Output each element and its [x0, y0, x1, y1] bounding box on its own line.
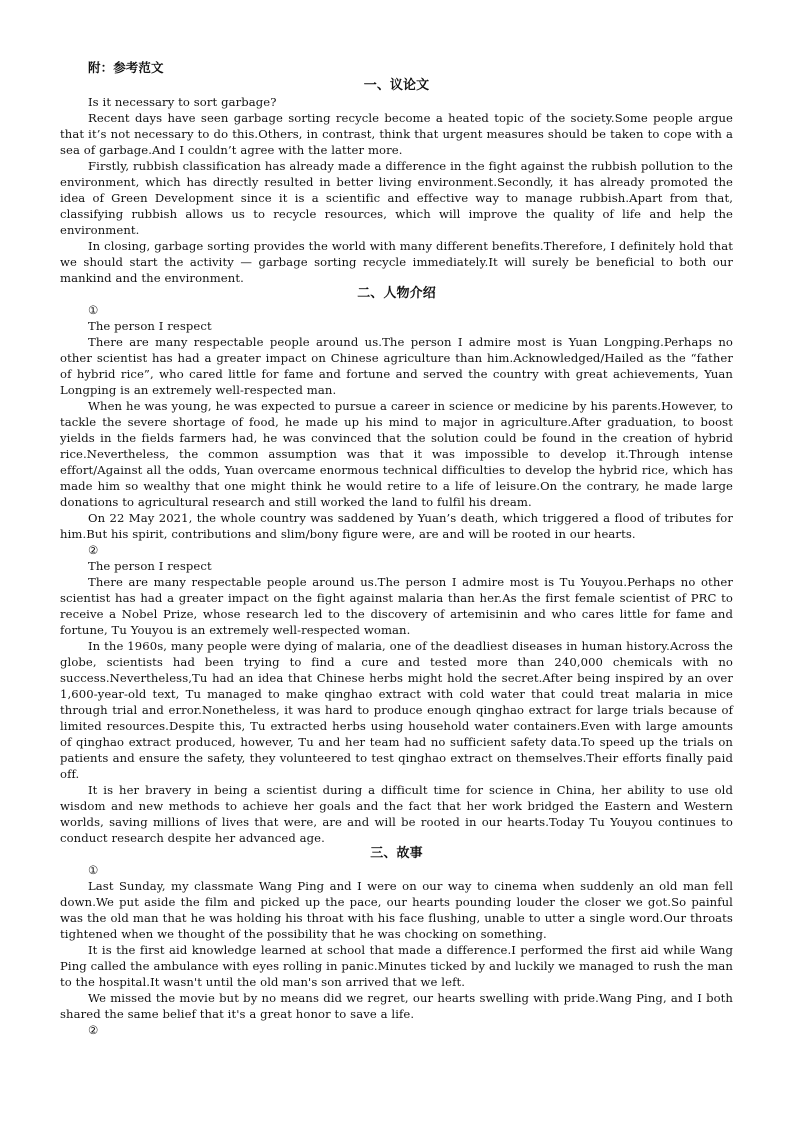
paragraph: Firstly, rubbish classification has already made a difference in the fight against the rubbish pollution to the environment, which has directly resulted in better living environment.Secondly, it has already promoted the idea of Green Development since it is a scientific and effective way to manage rubbish.Apart from that, classifying rubbish allows us to recycle resources, which will improve the quality of life and help the environment. — [60, 159, 733, 237]
paragraph: We missed the movie but by no means did we regret, our hearts swelling with pride.Wang Ping, and I both shared the same belief that it's a great honor to save a life. — [60, 991, 733, 1021]
section-heading-argumentative: 一、议论文 — [363, 78, 430, 93]
paragraph: It is the first aid knowledge learned at school that made a difference.I performed the first aid while Wang Ping called the ambulance with eyes rolling in panic.Minutes ticked by and luckily we managed to rush the man to the hospital.It wasn't until the old man's son arrived that we left. — [60, 943, 733, 989]
sample-marker: ② — [88, 543, 99, 557]
paragraph: When he was young, he was expected to pursue a career in science or medicine by his parents.However, to tackle the severe shortage of food, he made up his mind to major in agriculture.After graduation, to boost yields in the fields farmers had, he was convinced that the solution could be found in the creation of hybrid rice.Nevertheless, the common assumption was that it was impossible to develop it.Through intense effort/Against all the odds, Yuan overcame enormous technical difficulties to develop the hybrid rice, which has made him so wealthy that one might think he would retire to a life of leisure.On the contrary, he made large donations to agricultural research and still worked the land to fulfil his dream. — [60, 399, 733, 509]
sample-marker: ① — [88, 863, 99, 877]
section-heading-biography: 二、人物介绍 — [357, 286, 436, 301]
essay-title: The person I respect — [88, 319, 212, 333]
paragraph: It is her bravery in being a scientist during a difficult time for science in China, her ability to use old wisdom and new methods to achieve her goals and the fact that her work bridged the Eastern and Western worlds, saving millions of lives that were, are and will be rooted in our hearts.Today Tu Youyou continues to conduct research despite her advanced age. — [60, 783, 733, 845]
document-page — [60, 60, 733, 1038]
sample-marker: ② — [88, 1023, 99, 1037]
paragraph: There are many respectable people around us.The person I admire most is Tu Youyou.Perhaps no other scientist has had a greater impact on the fight against malaria than her.As the first female scientist of PRC to receive a Nobel Prize, whose research led to the discovery of artemisinin and who cares little for fame and fortune, Tu Youyou is an extremely well-respected woman. — [60, 575, 733, 637]
appendix-label: 附：参考范文 — [88, 60, 164, 75]
paragraph: There are many respectable people around us.The person I admire most is Yuan Longping.Perhaps no other scientist has had a greater impact on Chinese agriculture than him.Acknowledged/Hailed as the “father of hybrid rice”, who cared little for fame and fortune and served the country with great achievements, Yuan Longping is an extremely well-respected man. — [60, 335, 733, 397]
paragraph: On 22 May 2021, the whole country was saddened by Yuan’s death, which triggered a flood of tributes for him.But his spirit, contributions and slim/bony figure were, are and will be rooted in our hearts. — [60, 511, 733, 541]
section-heading-story: 三、故事 — [370, 846, 423, 861]
essay-title: The person I respect — [88, 559, 212, 573]
paragraph: In the 1960s, many people were dying of malaria, one of the deadliest diseases in human history.Across the globe, scientists had been trying to find a cure and tested more than 240,000 chemicals with no success.Nevertheless,Tu had an idea that Chinese herbs might hold the secret.After being inspired by an over 1,600-year-old text, Tu managed to make qinghao extract with cold water that could treat malaria in mice through trial and error.Nonetheless, it was hard to produce enough qinghao extract for large trials because of limited resources.Despite this, Tu extracted herbs using household water containers.Even with large amounts of qinghao extract produced, however, Tu and her team had no sufficient safety data.To speed up the trials on patients and ensure the safety, they volunteered to test qinghao extract on themselves.Their efforts finally paid off. — [60, 639, 733, 781]
paragraph: Last Sunday, my classmate Wang Ping and I were on our way to cinema when suddenly an old man fell down.We put aside the film and picked up the pace, our hearts pounding louder the closer we got.So painful was the old man that he was holding his throat with his face flushing, unable to utter a single word.Our throats tightened when we thought of the possibility that he was chocking on something. — [60, 879, 733, 941]
paragraph: In closing, garbage sorting provides the world with many different benefits.Therefore, I definitely hold that we should start the activity — garbage sorting recycle immediately.It will surely be beneficial to both our mankind and the environment. — [60, 239, 733, 285]
sample-marker: ① — [88, 303, 99, 317]
essay-title: Is it necessary to sort garbage? — [88, 95, 277, 109]
paragraph: Recent days have seen garbage sorting recycle become a heated topic of the society.Some people argue that it’s not necessary to do this.Others, in contrast, think that urgent measures should be taken to cope with a sea of garbage.And I couldn’t agree with the latter more. — [60, 111, 733, 157]
